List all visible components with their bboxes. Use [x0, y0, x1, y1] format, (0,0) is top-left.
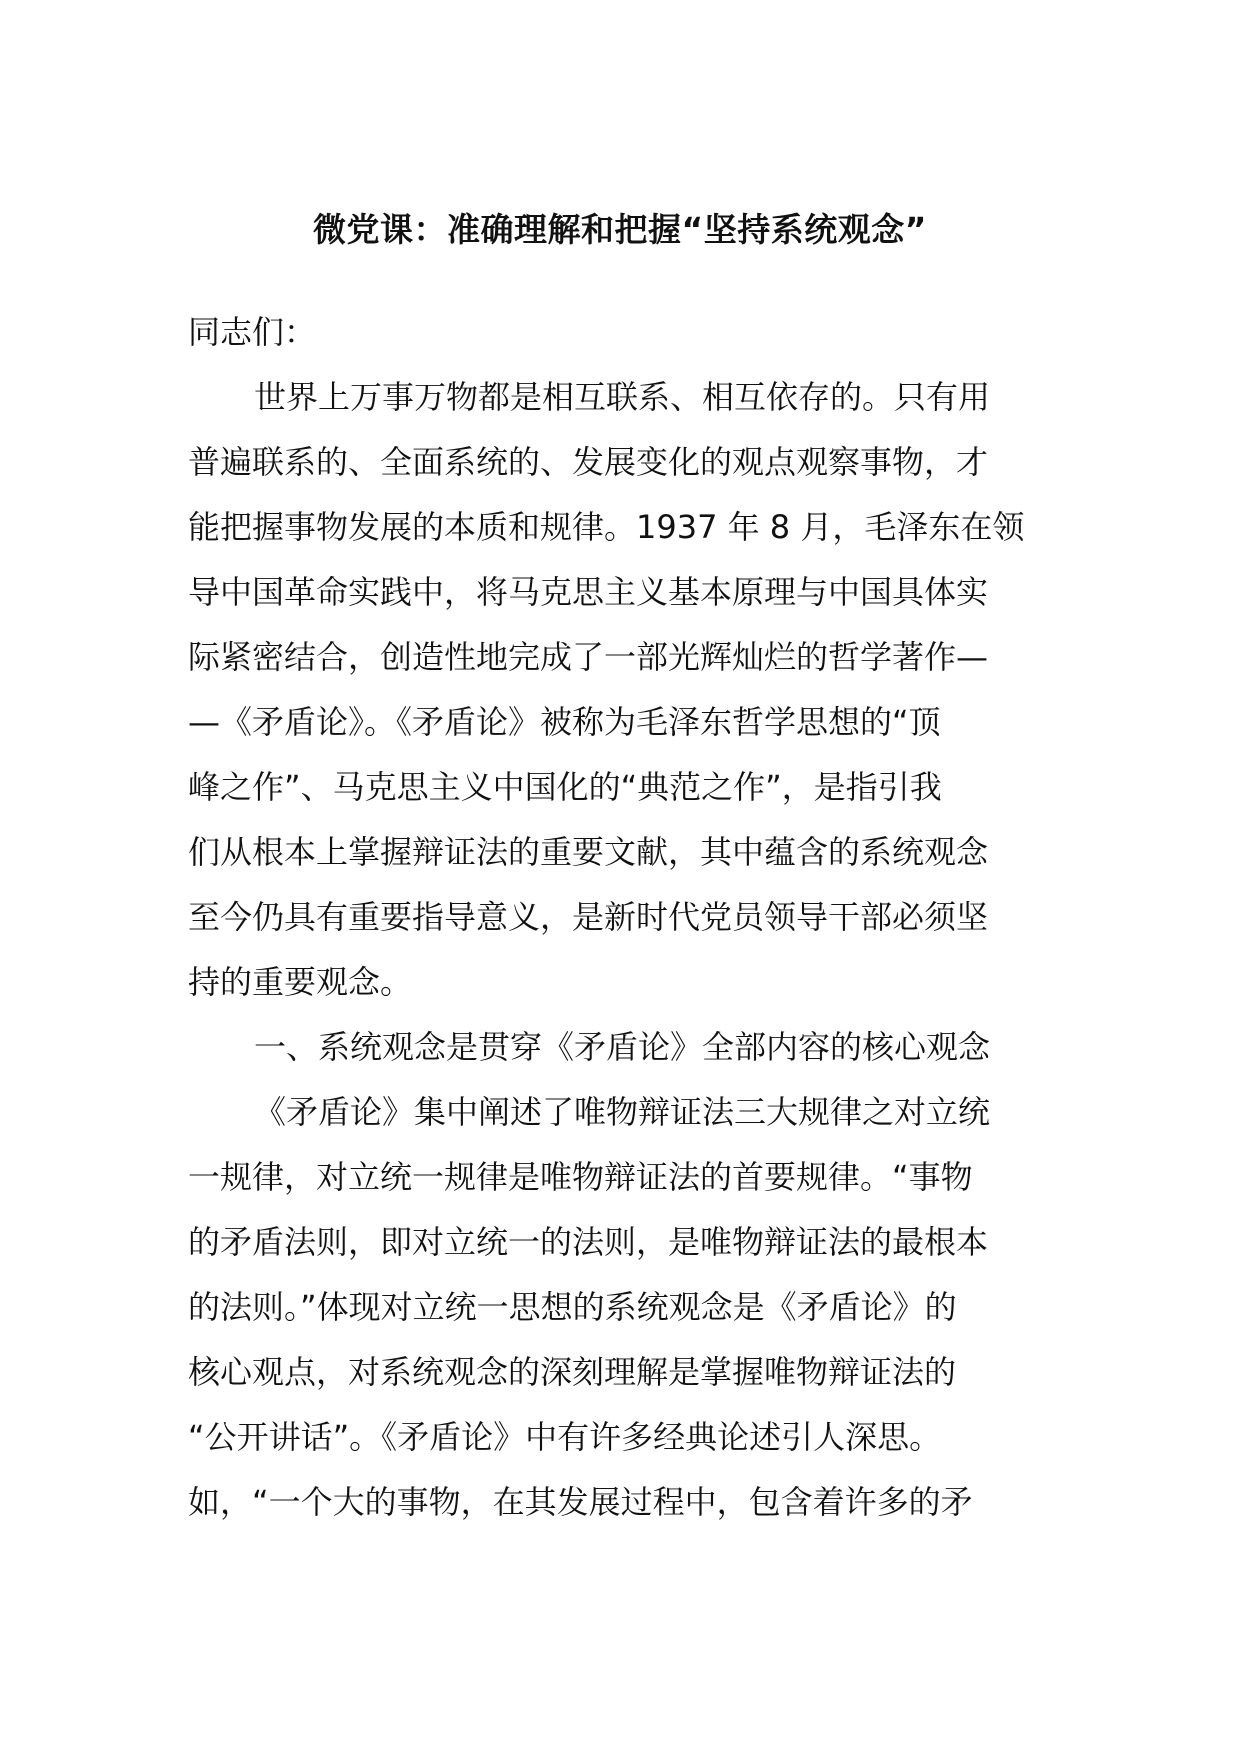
text-line: 们从根本上掌握辩证法的重要文献，其中蕴含的系统观念	[188, 833, 989, 871]
text-line: 至今仍具有重要指导意义，是新时代党员领导干部必须坚	[188, 898, 989, 936]
text-line: 如，“一个大的事物，在其发展过程中，包含着许多的矛	[188, 1483, 973, 1521]
text-line: 一规律，对立统一规律是唯物辩证法的首要规律。“事物	[188, 1158, 973, 1196]
text-line: 能把握事物发展的本质和规律。1937 年 8 月，毛泽东在领	[188, 508, 1025, 546]
text-line: 核心观点，对系统观念的深刻理解是掌握唯物辩证法的	[188, 1353, 957, 1391]
document-body	[188, 300, 1068, 1535]
text-line: 的矛盾法则，即对立统一的法则，是唯物辩证法的最根本	[188, 1223, 989, 1261]
text-line: 持的重要观念。	[188, 963, 413, 1001]
section-heading: 一、系统观念是贯穿《矛盾论》全部内容的核心观念	[254, 1028, 991, 1066]
text-line: 导中国革命实践中，将马克思主义基本原理与中国具体实	[188, 573, 989, 611]
text-line: —《矛盾论》。《矛盾论》被称为毛泽东哲学思想的“顶	[188, 703, 941, 741]
text-line: 的法则。”体现对立统一思想的系统观念是《矛盾论》的	[188, 1288, 957, 1326]
salutation: 同志们：	[188, 313, 317, 351]
text-line: 普遍联系的、全面系统的、发展变化的观点观察事物，才	[188, 443, 989, 481]
document-title: 微党课：准确理解和把握“坚持系统观念”	[313, 210, 927, 249]
text-line: “公开讲话”。《矛盾论》中有许多经典论述引人深思。	[188, 1418, 942, 1456]
text-line: 峰之作”、马克思主义中国化的“典范之作”，是指引我	[188, 768, 942, 806]
text-line: 际紧密结合，创造性地完成了一部光辉灿烂的哲学著作—	[188, 638, 989, 676]
text-line: 《矛盾论》集中阐述了唯物辩证法三大规律之对立统	[254, 1093, 991, 1131]
text-line: 世界上万事万物都是相互联系、相互依存的。只有用	[254, 378, 991, 416]
